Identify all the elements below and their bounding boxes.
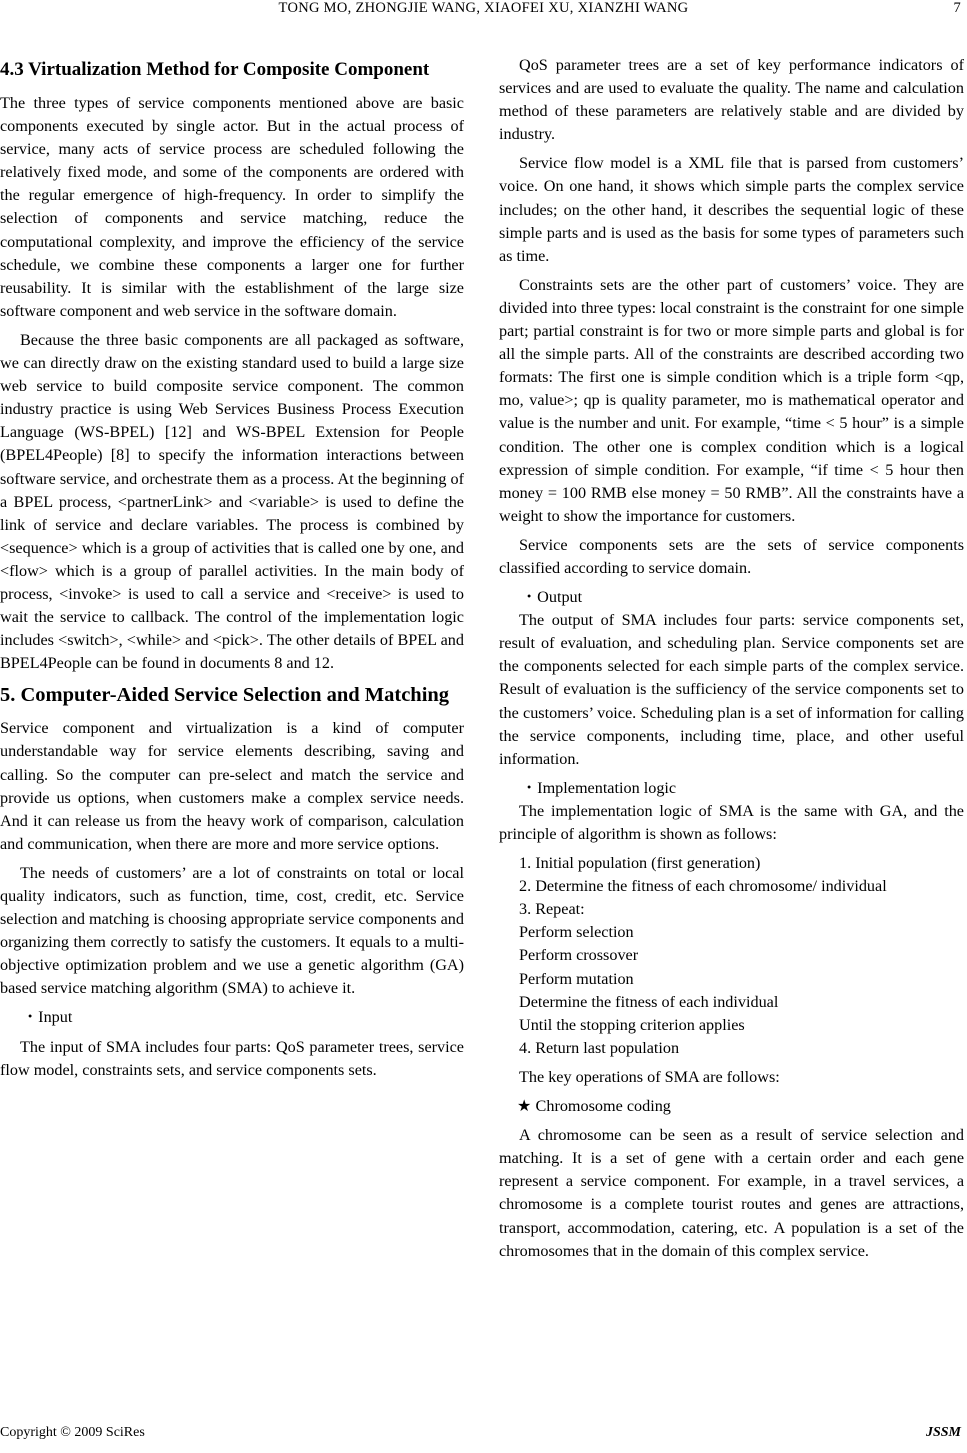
algorithm-step: 4. Return last population [519, 1038, 680, 1057]
page-number: 7 [953, 0, 961, 16]
algorithm-step: Perform selection [519, 923, 634, 942]
paragraph: Service component and virtualization is a kind of computer understandable way for service elements describing, saving and calling. So the computer can pre-select and match the service and provide us options, when customers make a complex service needs. And it can release us from the heavy work of comparison, calculation and communication, when there are more and more service options. [0, 719, 464, 853]
algorithm-step: Until the stopping criterion applies [519, 1015, 745, 1034]
algorithm-step: Perform mutation [519, 969, 634, 988]
paragraph: The input of SMA includes four parts: QoS parameter trees, service flow model, constraints sets, and service components sets. [0, 1037, 464, 1079]
paragraph: The needs of customers’ are a lot of constraints on total or local quality indicators, such as function, time, cost, credit, etc. Service selection and matching is choosing appropriate service components and organizing them correctly to satisfy the customers. It equals to a multi-objective optimization problem and we use a genetic algorithm (GA) based service matching algorithm (SMA) to achieve it. [0, 863, 464, 998]
paragraph: Service flow model is a XML file that is parsed from customers’ voice. On one hand, it shows which simple parts the complex service includes; on the other hand, it describes the sequential logic of these simple parts and is used as the basis for some types of parameters such as time. [499, 154, 964, 265]
journal-name: JSSM [925, 1425, 961, 1440]
paragraph: The implementation logic of SMA is the same with GA, and the principle of algorithm is shown as follows: [499, 801, 964, 843]
paragraph: Constraints sets are the other part of customers’ voice. They are divided into three types: local constraint is the constraint for one simple part; partial constraint is for two or more simple parts and global is for all the simple parts. All of the constraints are described according two formats: The first one is simple condition which is a triple form <qp, mo, value>; qp is quality parameter, mo is mathematical operator and value is the number and unit. For example, “time < 5 hour” is a simple condition. The other one is complex condition which is a logical expression of simple condition. For example, “if time < 5 hour then money = 100 RMB else money = 50 RMB”. All the constraints have a weight to show the importance for customers. [499, 275, 964, 525]
chromosome-coding-label: ★ Chromosome coding [517, 1097, 671, 1116]
algorithm-steps [499, 852, 964, 1060]
algorithm-step: Determine the fitness of each individual [519, 992, 779, 1011]
paragraph: The output of SMA includes four parts: service components set, result of evaluation, and scheduling plan. Service components set are the components selected for each simple parts of the complex service. Result of evaluation is the sufficiency of the service components set to the customers’ voice. Scheduling plan is a set of information for calling the service components, including time, place, and other useful information. [499, 611, 964, 768]
paragraph: A chromosome can be seen as a result of service selection and matching. It is a set of gene with a certain order and each gene represent a service component. For example, in a travel services, a chromosome is a complete tourist routes and genes are attractions, transport, accommodation, catering, etc. A population is a set of the chromosomes that in the domain of this complex service. [499, 1126, 964, 1260]
paragraph: The key operations of SMA are follows: [519, 1067, 780, 1086]
algorithm-step: Perform crossover [519, 946, 639, 965]
section-heading-4-3: 4.3 Virtualization Method for Composite Component [0, 59, 430, 80]
implementation-bullet-label: ・Implementation logic [521, 778, 677, 797]
input-bullet-label: ・Input [22, 1008, 73, 1027]
page-header [0, 0, 967, 22]
copyright: Copyright © 2009 SciRes [0, 1425, 145, 1440]
paragraph: Because the three basic components are all packaged as software, we can directly draw on the existing standard used to build a large size web service to build composite service component. The common industry practice is using Web Services Business Process Execution Language (WS-BPEL) [12] and WS-BPEL Extension for People (BPEL4People) [8] to specify the information interactions between software service, and orchestrate them as a process. At the beginning of a BPEL process, <partnerLink> and <variable> is used to define the link of service and declare variables. The process is combined by <sequence> which is a group of activities that is called one by one, and <flow> which is a group of parallel activities. In the main body of process, <invoke> is used to call a service and <receive> is used to wait the service to callback. The control of the implementation logic includes <switch>, <while> and <pick>. The other details of BPEL and BPEL4People can be found in documents 8 and 12. [0, 330, 464, 673]
left-column [0, 54, 464, 1088]
running-title: TONG MO, ZHONGJIE WANG, XIAOFEI XU, XIANZHI WANG [278, 0, 689, 16]
paragraph: QoS parameter trees are a set of key performance indicators of services and are used to evaluate the quality. The name and calculation method of these parameters are relatively stable and are divided by industry. [499, 56, 964, 144]
paragraph: Service components sets are the sets of service components classified according to service domain. [499, 535, 964, 577]
algorithm-step: 2. Determine the fitness of each chromosome/ individual [519, 877, 887, 896]
output-bullet-label: ・Output [521, 588, 583, 607]
right-column [499, 54, 964, 1269]
algorithm-step: 1. Initial population (first generation) [519, 854, 761, 873]
section-heading-5: 5. Computer-Aided Service Selection and Matching [0, 684, 450, 707]
paragraph: The three types of service components mentioned above are basic components executed by single actor. But in the actual process of service, many acts of service process are scheduled following the relatively fixed mode, and some of the components are ordered with the regular emergence of high-frequency. In order to simplify the selection of components and service matching, reduce the computational complexity, and improve the efficiency of the service schedule, we combine these components a larger one for further reusability. It is similar with the establishment of the large size software component and web service in the software domain. [0, 94, 464, 320]
algorithm-step: 3. Repeat: [519, 900, 585, 919]
